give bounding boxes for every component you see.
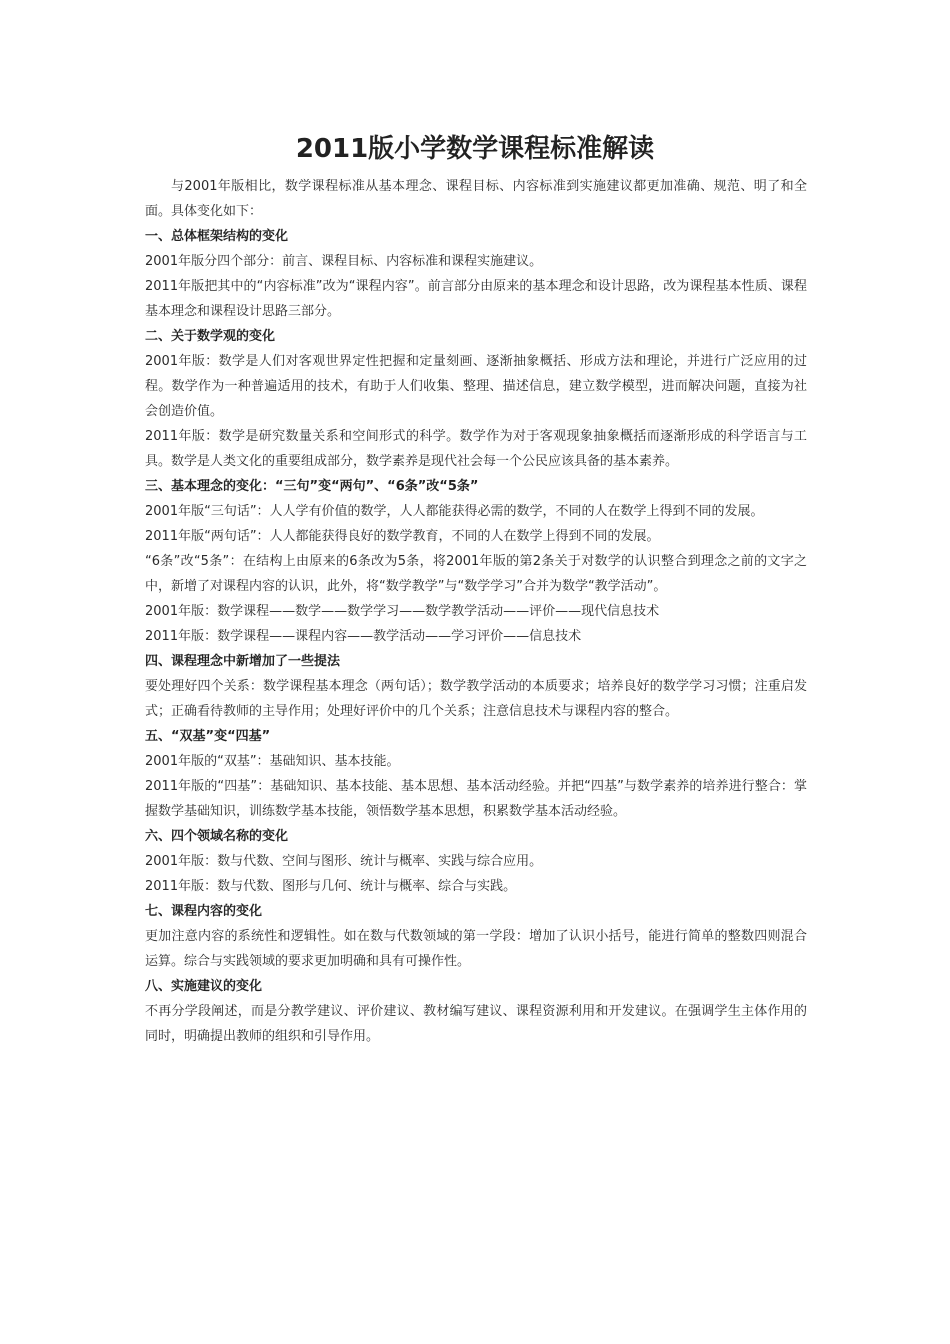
section-heading: 五、“双基”变“四基”: [145, 729, 271, 744]
document-title: 2011版小学数学课程标准解读: [295, 134, 655, 164]
paragraph: 与2001年版相比，数学课程标准从基本理念、课程目标、内容标准到实施建议都更加准确、规范、明了和全面。具体变化如下：: [145, 179, 807, 219]
paragraph: 2001年版：数学是人们对客观世界定性把握和定量刻画、逐渐抽象概括、形成方法和理论，并进行广泛应用的过程。数学作为一种普遍适用的技术，有助于人们收集、整理、描述信息，建立数学模型，进而解决问题，直接为社会创造价值。: [145, 354, 807, 419]
paragraph: 2011年版“两句话”：人人都能获得良好的数学教育，不同的人在数学上得到不同的发展。: [145, 529, 660, 544]
paragraph: 要处理好四个关系：数学课程基本理念（两句话）；数学教学活动的本质要求；培养良好的数学学习习惯；注重启发式；正确看待教师的主导作用；处理好评价中的几个关系；注意信息技术与课程内容的整合。: [145, 679, 807, 719]
section-heading: 八、实施建议的变化: [145, 979, 263, 994]
paragraph: 2001年版“三句话”：人人学有价值的数学，人人都能获得必需的数学，不同的人在数学上得到不同的发展。: [145, 504, 764, 519]
paragraph: 2001年版分四个部分：前言、课程目标、内容标准和课程实施建议。: [145, 254, 543, 269]
section-heading: 三、基本理念的变化：“三句”变“两句”、“6条”改“5条”: [145, 479, 479, 494]
paragraph: 不再分学段阐述，而是分教学建议、评价建议、教材编写建议、课程资源利用和开发建议。在强调学生主体作用的同时，明确提出教师的组织和引导作用。: [145, 1004, 807, 1044]
section-heading: 二、关于数学观的变化: [145, 329, 276, 344]
section-heading: 七、课程内容的变化: [145, 904, 263, 919]
document-body: [145, 174, 807, 1049]
paragraph: 2001年版：数与代数、空间与图形、统计与概率、实践与综合应用。: [145, 854, 543, 869]
section-heading: 一、总体框架结构的变化: [145, 229, 289, 244]
paragraph: 2011年版：数学课程——课程内容——教学活动——学习评价——信息技术: [145, 629, 582, 644]
paragraph: “6条”改“5条”：在结构上由原来的6条改为5条，将2001年版的第2条关于对数学的认识整合到理念之前的文字之中，新增了对课程内容的认识，此外，将“数学教学”与“数学学习”合并为数学“教学活动”。: [145, 554, 807, 594]
paragraph: 2001年版的“双基”：基础知识、基本技能。: [145, 754, 400, 769]
section-heading: 六、四个领域名称的变化: [145, 829, 289, 844]
paragraph: 更加注意内容的系统性和逻辑性。如在数与代数领域的第一学段：增加了认识小括号，能进行简单的整数四则混合运算。综合与实践领域的要求更加明确和具有可操作性。: [145, 929, 807, 969]
paragraph: 2011年版的“四基”：基础知识、基本技能、基本思想、基本活动经验。并把“四基”与数学素养的培养进行整合：掌握数学基础知识，训练数学基本技能，领悟数学基本思想，积累数学基本活动经验。: [145, 779, 807, 819]
paragraph: 2001年版：数学课程——数学——数学学习——数学教学活动——评价——现代信息技术: [145, 604, 660, 619]
paragraph: 2011年版把其中的“内容标准”改为“课程内容”。前言部分由原来的基本理念和设计思路，改为课程基本性质、课程基本理念和课程设计思路三部分。: [145, 279, 807, 319]
paragraph: 2011年版：数与代数、图形与几何、统计与概率、综合与实践。: [145, 879, 517, 894]
paragraph: 2011年版：数学是研究数量关系和空间形式的科学。数学作为对于客观现象抽象概括而逐渐形成的科学语言与工具。数学是人类文化的重要组成部分，数学素养是现代社会每一个公民应该具备的基本素养。: [145, 429, 807, 469]
section-heading: 四、课程理念中新增加了一些提法: [145, 654, 341, 669]
